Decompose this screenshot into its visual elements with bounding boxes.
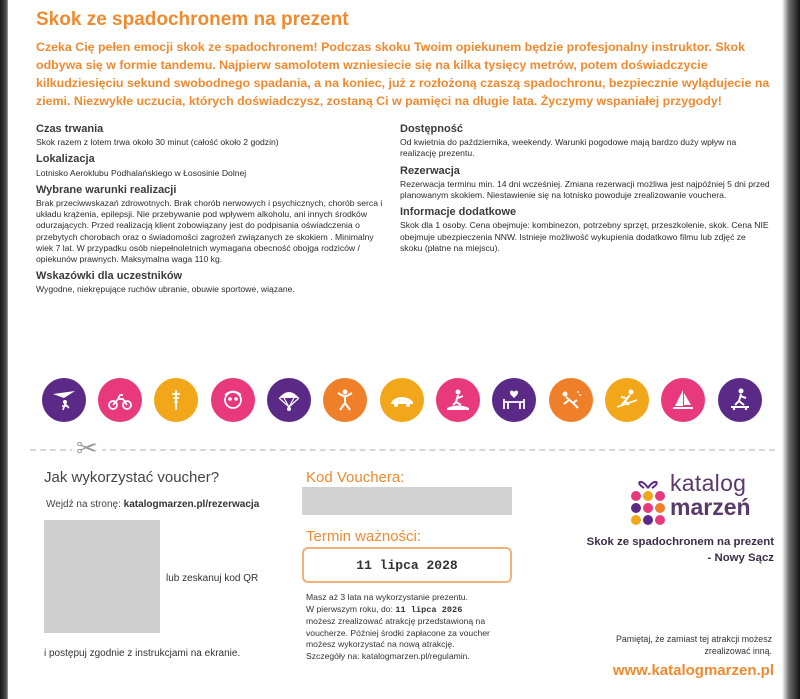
- voucher-code-heading: Kod Vouchera:: [306, 469, 405, 486]
- cut-line: [30, 449, 775, 451]
- qr-code[interactable]: [44, 520, 160, 633]
- how-to-use-heading: Jak wykorzystać voucher?: [44, 469, 220, 486]
- spa-mask-icon: [211, 378, 255, 422]
- voucher-code-redacted: [302, 487, 512, 515]
- validity-heading: Termin ważności:: [306, 528, 422, 545]
- voucher-page: [8, 0, 782, 699]
- section-body: Skok dla 1 osoby. Cena obejmuje: kombinezon, potrzebny sprzęt, przeszkolenie, skok. Cena NIE obejmuje ubezpieczenia NNW. Istnieje możliwość wykupienia dodatkowo filmu lub zdjęć ze skoku (płatne na miejscu).: [400, 220, 769, 253]
- skateboard-icon: [718, 378, 762, 422]
- reservation-link[interactable]: katalogmarzen.pl/rezerwacja: [123, 499, 260, 510]
- product-location: - Nowy Sącz: [707, 552, 774, 564]
- section-location: [36, 154, 391, 178]
- section-conditions: [36, 185, 391, 265]
- terms-prefix: W pierwszym roku, do:: [306, 603, 393, 614]
- dance-icon: [323, 378, 367, 422]
- terms-first-year-date: 11 lipca 2026: [395, 604, 463, 615]
- sailing-icon: [661, 378, 705, 422]
- hang-glider-icon: [42, 378, 86, 422]
- parachute-icon: [267, 378, 311, 422]
- terms-line: Masz aż 3 lata na wykorzystanie prezentu.: [306, 592, 468, 602]
- dinner-icon: [492, 378, 536, 422]
- terms-details-link[interactable]: Szczegóły na: katalogmarzen.pl/regulamin.: [306, 650, 470, 661]
- visit-prefix: Wejdź na stronę:: [46, 499, 121, 510]
- validity-date-box: [302, 547, 512, 583]
- section-heading: Czas trwania: [36, 123, 104, 135]
- section-body: Brak przeciwwskazań zdrowotnych. Brak chorób nerwowych i psychicznych, chorób serca i układu krążenia, epilepsji. Nie przebywanie pod wpływem alkoholu, ani innych środków odurzających. Przed realizacją klient zobowiązany jest do podpisania oświadczenia o przebytych chorobach oraz o świadomości zagrożeń związanych ze skokiem . Minimalny wiek 7 lat. W przypadku osób niepełnoletnich wymagana obecność obojga rodziców / opiekunów prawnych. Maksymalna waga 110 kg.: [36, 198, 383, 265]
- diving-icon: [549, 378, 593, 422]
- section-availability: [400, 124, 770, 160]
- terms-line: możesz zrealizować atrakcję przedstawioną na voucherze. Później środki zapłacone za voucher możesz wykorzystać na nową atrakcję.: [306, 616, 490, 650]
- section-body: Skok razem z lotem trwa około 30 minut (całość około 2 godzin): [36, 137, 279, 148]
- activity-icons-row: [42, 378, 782, 428]
- scan-shadow-right: [782, 0, 800, 699]
- section-heading: Dostępność: [400, 123, 463, 135]
- section-body: Lotnisko Aeroklubu Podhalańskiego w Łososinie Dolnej: [36, 167, 247, 178]
- intro-paragraph: Czeka Cię pełen emocji skok ze spadochronem! Podczas skoku Twoim opiekunem będzie profesjonalny instruktor. Skok odbywa się w formie tandemu. Najpierw samolotem wzniesiecie się na kilka tysięcy metrów, potem doświadczycie kilkudziesięciu sekund swobodnego spadania, a na koniec, już z rozłożoną czaszą spadochronu, bezpiecznie wylądujecie na ziemi. Niezwykłe uczucia, których doświadczysz, zostaną Ci w pamięci na długie lata. Życzymy wspaniałej przygody!: [36, 40, 770, 108]
- site-url[interactable]: www.katalogmarzen.pl: [612, 662, 774, 679]
- product-name: [542, 534, 774, 566]
- details-right-column: [400, 124, 770, 260]
- section-body: Rezerwacja terminu min. 14 dni wcześniej. Zmiana rezerwacji możliwa jest najpóźniej 5 dni przed planowanym skokiem. Niestawienie się na lotnisko powoduje zrealizowanie vouchera.: [400, 178, 770, 201]
- product-title: Skok ze spadochronem na prezent: [586, 536, 774, 548]
- validity-date: 11 lipca 2028: [356, 557, 458, 573]
- food-icon: [154, 378, 198, 422]
- section-reservation: [400, 166, 770, 202]
- logo-word-marzen: marzeń: [670, 494, 751, 520]
- voucher-terms: [306, 592, 506, 663]
- visit-instruction: [46, 499, 259, 510]
- section-tips: [36, 271, 391, 295]
- surf-icon: [436, 378, 480, 422]
- sports-car-icon: [380, 378, 424, 422]
- motorbike-icon: [98, 378, 142, 422]
- scissors-icon: ✂: [72, 434, 102, 462]
- follow-instructions-text: i postępuj zgodnie z instrukcjami na ekranie.: [44, 648, 241, 659]
- section-body: Od kwietnia do października, weekendy. Warunki pogodowe mają bardzo duży wpływ na realizację prezentu.: [400, 137, 737, 159]
- page-title: Skok ze spadochronem na prezent: [36, 9, 349, 30]
- section-duration: [36, 124, 391, 148]
- scan-qr-text: lub zeskanuj kod QR: [166, 573, 259, 584]
- section-additional-info: [400, 207, 770, 254]
- remember-note: Pamiętaj, że zamiast tej atrakcji możesz zrealizować inną.: [616, 634, 772, 656]
- section-heading: Lokalizacja: [36, 153, 95, 166]
- section-heading: Wybrane warunki realizacji: [36, 183, 177, 196]
- section-heading: Informacje dodatkowe: [400, 206, 517, 219]
- section-body: Wygodne, niekrępujące ruchów ubranie, obuwie sportowe, wiązane.: [36, 284, 295, 295]
- section-heading: Rezerwacja: [400, 164, 460, 177]
- logo-word-katalog: katalog: [670, 470, 747, 496]
- terms-line: [306, 604, 506, 617]
- section-heading: Wskazówki dla uczestników: [36, 270, 183, 283]
- ski-icon: [605, 378, 649, 422]
- details-left-column: [36, 124, 391, 302]
